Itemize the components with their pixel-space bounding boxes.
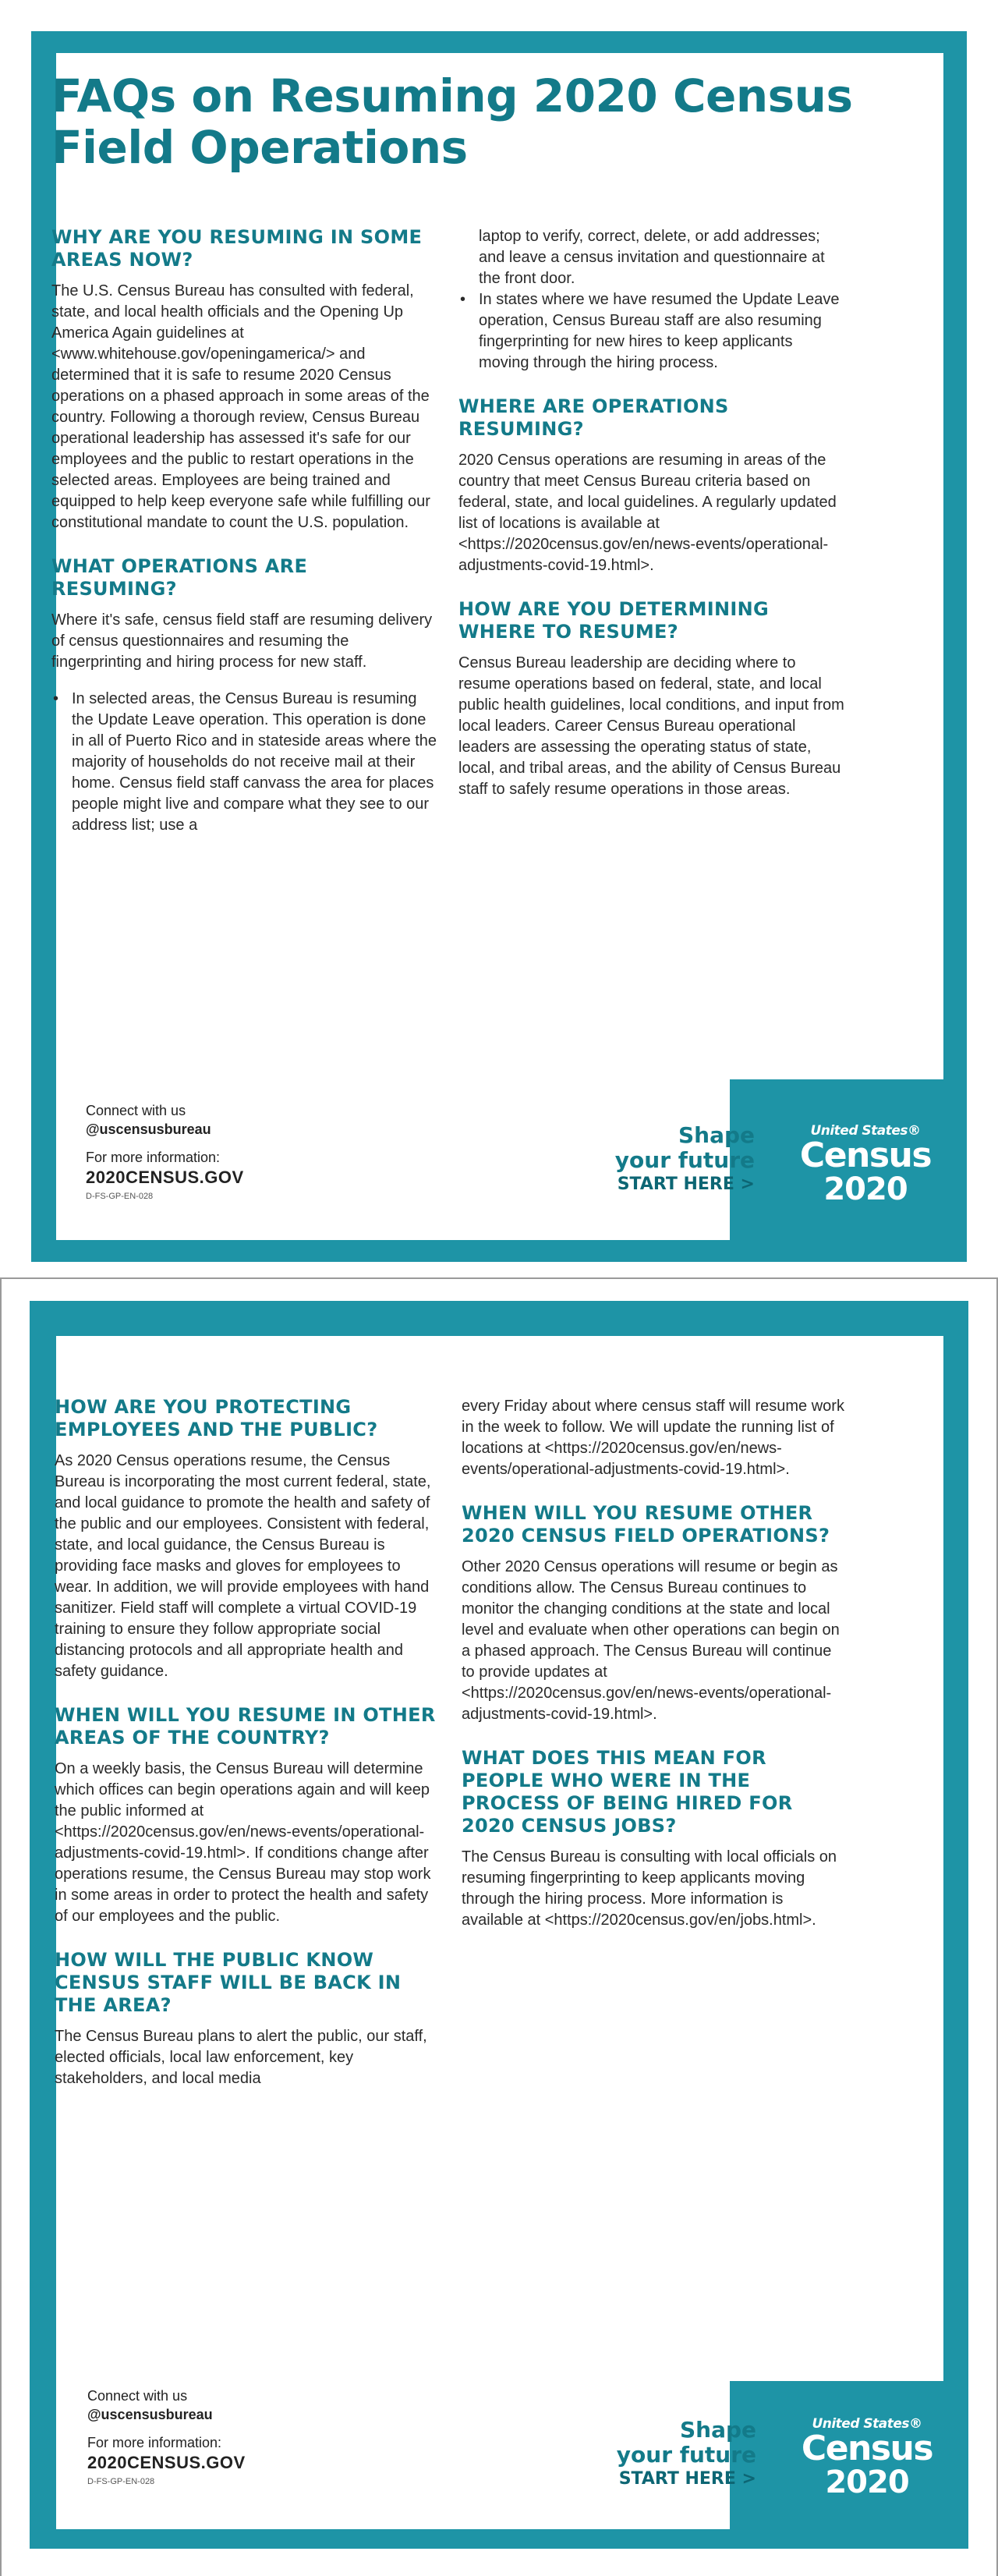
more-info-label: For more information:: [86, 1150, 221, 1165]
tagline: [569, 2418, 756, 2491]
logo-census: Census: [801, 2429, 933, 2468]
section-body: The Census Bureau is consulting with local officials on resuming fingerprinting to keep applicants moving through the hiring process. More information is available at <https://2020census.gov/en/jobs.html>.: [462, 1848, 837, 1929]
logo-year: 2020: [823, 1171, 908, 1207]
start-here-link[interactable]: START HERE >: [618, 2469, 756, 2489]
section-heading: HOW WILL THE PUBLIC KNOW CENSUS STAFF WILL BE BACK IN THE AREA?: [55, 1949, 402, 2016]
logo-year: 2020: [825, 2464, 909, 2500]
footer-contact: [86, 1101, 244, 1203]
list-item: • In states where we have resumed the Update Leave operation, Census Bureau staff are also resuming fingerprinting for new hires to keep applicants moving through the hiring process.: [458, 289, 844, 374]
page-gap: [0, 1263, 998, 1277]
right-column: [458, 226, 844, 800]
section-heading: WHAT OPERATIONS ARE RESUMING?: [51, 555, 308, 600]
website-link[interactable]: 2020CENSUS.GOV: [87, 2453, 246, 2472]
bullet-list: [458, 226, 844, 374]
section-body: The U.S. Census Bureau has consulted with federal, state, and local health officials and the Opening Up America Again guidelines at <www.whitehouse.gov/openingamerica/> and determined that it is safe to resume 2020 Census operations on a phased approach in some areas of the country. Following a thorough review, Census Bureau operational leadership has assessed it's safe for our employees and the public to restart operations in the selected areas. Employees are being trained and equipped to help keep everyone safe while fulfilling our constitutional mandate to count the U.S. population.: [51, 282, 430, 531]
social-handle-link[interactable]: @uscensusbureau: [86, 1121, 211, 1137]
section-heading: HOW ARE YOU PROTECTING EMPLOYEES AND THE PUBLIC?: [55, 1396, 378, 1440]
section-heading: WHEN WILL YOU RESUME OTHER 2020 CENSUS FIELD OPERATIONS?: [462, 1502, 830, 1547]
document-code: D-FS-GP-EN-028: [86, 1192, 154, 1201]
section-heading: WHERE ARE OPERATIONS RESUMING?: [458, 395, 729, 440]
website-link[interactable]: 2020CENSUS.GOV: [86, 1168, 244, 1187]
tagline-line: Shape: [679, 2417, 756, 2443]
start-here-link[interactable]: START HERE >: [617, 1175, 755, 1194]
page-2: [0, 1277, 998, 2576]
social-handle-link[interactable]: @uscensusbureau: [87, 2407, 213, 2422]
section-body: As 2020 Census operations resume, the Census Bureau is incorporating the most current federal, state, and local guidance to promote the health and safety of the public and our employees. Consistent with federal, state, and local guidance, the Census Bureau is providing face masks and gloves for employees to wear. In addition, we will provide employees with hand sanitizer. Field staff will complete a virtual COVID-19 training to ensure they follow appropriate social distancing protocols and all appropriate health and safety guidance.: [55, 1452, 431, 1680]
logo-united-states: United States®: [812, 2416, 922, 2432]
right-column: [462, 1396, 848, 1931]
more-info-label: For more information:: [87, 2435, 222, 2450]
logo-census: Census: [799, 1136, 932, 1175]
tagline-line: your future: [616, 2442, 756, 2468]
page-title: FAQs on Resuming 2020 Census Field Operations: [51, 69, 853, 174]
section-heading: WHY ARE YOU RESUMING IN SOME AREAS NOW?: [51, 226, 423, 271]
section-heading: WHAT DOES THIS MEAN FOR PEOPLE WHO WERE IN THE PROCESS OF BEING HIRED FOR 2020 CENSUS JOBS?: [462, 1747, 793, 1837]
bullet-list: [51, 689, 437, 836]
tagline: [568, 1123, 755, 1196]
section-body: Where it's safe, census field staff are resuming delivery of census questionnaires and resuming the fingerprinting and hiring process for new staff.: [51, 611, 433, 671]
tagline-line: Shape: [678, 1122, 755, 1148]
census-2020-logo: [797, 2416, 937, 2499]
section-heading: HOW ARE YOU DETERMINING WHERE TO RESUME?: [458, 598, 769, 643]
section-body: The Census Bureau plans to alert the public, our staff, elected officials, local law enforcement, key stakeholders, and local media: [55, 2028, 427, 2087]
section-body-continued: every Friday about where census staff will resume work in the week to follow. We will update the running list of locations at <https://2020census.gov/en/news-events/operational-adjustments-covid-19.html>.: [462, 1398, 844, 1478]
section-body: On a weekly basis, the Census Bureau will determine which offices can begin operations again and will keep the public informed at <https://2020census.gov/en/news-events/operational-adjustments-covid-19.html>. If conditions change after operations resume, the Census Bureau may stop work in some areas in order to protect the health and safety of our employees and the public.: [55, 1760, 431, 1925]
list-item-continued: laptop to verify, correct, delete, or add addresses; and leave a census invitation and questionnaire at the front door.: [479, 228, 825, 287]
section-body: 2020 Census operations are resuming in areas of the country that meet Census Bureau criteria based on federal, state, and local guidelines. A regularly updated list of locations is available at <https://2020census.gov/en/news-events/operational-adjustments-covid-19.html>.: [458, 452, 837, 574]
page-1: [0, 0, 998, 1263]
connect-label: Connect with us: [87, 2388, 188, 2404]
left-column: [51, 226, 437, 836]
census-2020-logo: [795, 1123, 936, 1206]
logo-united-states: United States®: [810, 1123, 921, 1139]
section-body: Other 2020 Census operations will resume or begin as conditions allow. The Census Bureau continues to monitor the changing conditions at the state and local level and evaluate when other operations can begin on a phased approach. The Census Bureau will continue to provide updates at <https://2020census.gov/en/news-events/operational-adjustments-covid-19.html>.: [462, 1558, 840, 1723]
tagline-line: your future: [614, 1147, 755, 1173]
footer-contact: [87, 2386, 246, 2488]
document-code: D-FS-GP-EN-028: [87, 2477, 155, 2486]
left-column: [55, 1396, 441, 2089]
section-heading: WHEN WILL YOU RESUME IN OTHER AREAS OF THE COUNTRY?: [55, 1704, 436, 1749]
connect-label: Connect with us: [86, 1103, 186, 1118]
list-item: • In selected areas, the Census Bureau is resuming the Update Leave operation. This operation is done in all of Puerto Rico and in stateside areas where the majority of households do not receive mail at their home. Census field staff canvass the area for places people might live and compare what they see to our address list; use a: [51, 689, 437, 836]
section-body: Census Bureau leadership are deciding where to resume operations based on federal, state, and local public health guidelines, local conditions, and input from local leaders. Career Census Bureau operational leaders are assessing the operating status of state, local, and tribal areas, and the ability of Census Bureau staff to safely resume operations in those areas.: [458, 654, 844, 798]
